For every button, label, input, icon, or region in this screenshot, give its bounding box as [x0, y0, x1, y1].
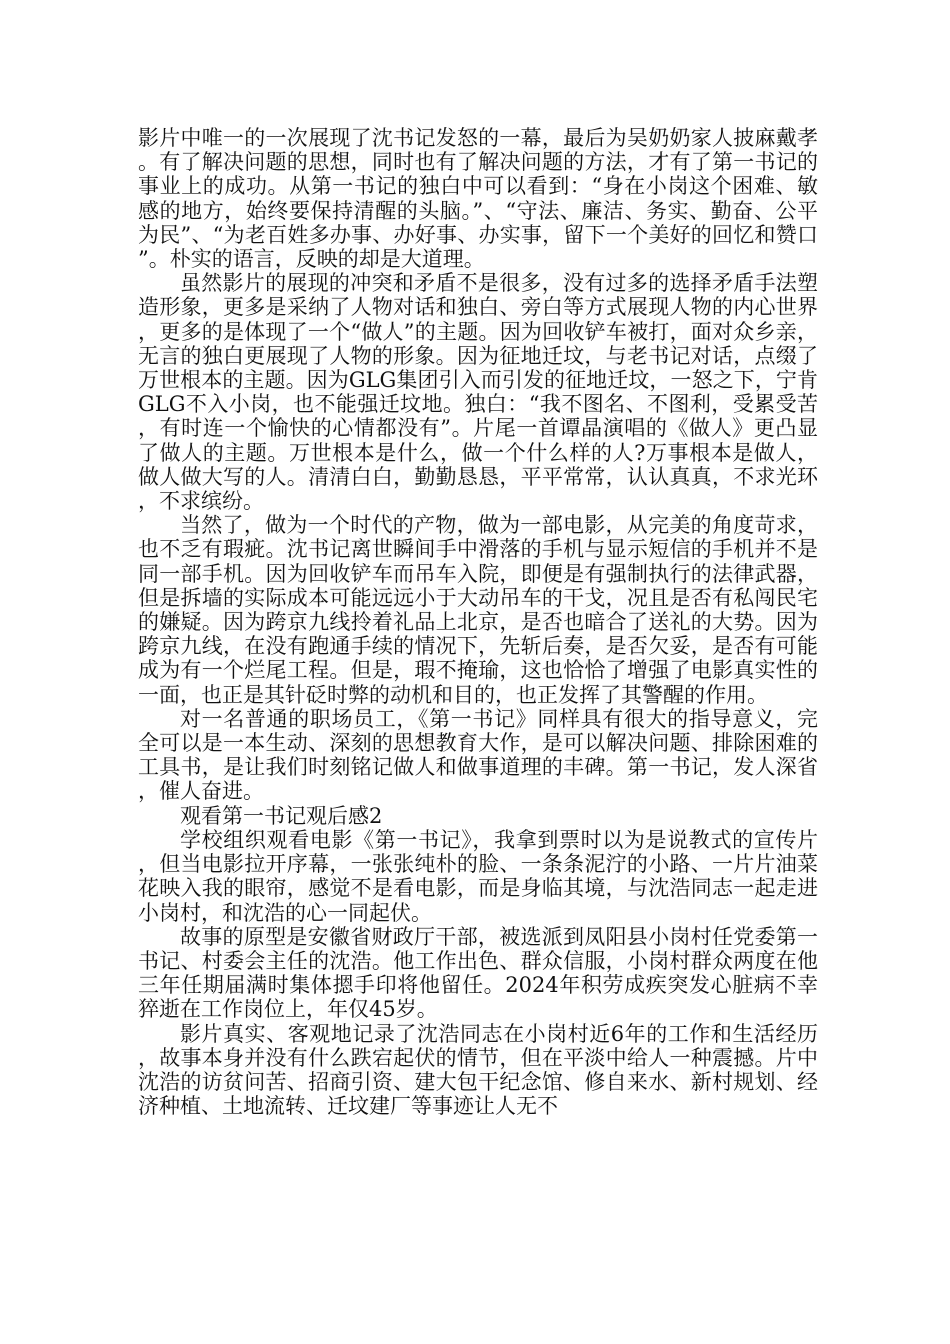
paragraph: 影片中唯一的一次展现了沈书记发怒的一幕，最后为吴奶奶家人披麻戴孝。有了解决问题的思想，同时也有了解决问题的方法，才有了第一书记的事业上的成功。从第一书记的独白中可以看到：“身在小岗这个困难、敏感的地方，始终要保持清醒的头脑。”、“守法、廉洁、务实、勤奋、公平为民”、“为老百姓多办事、办好事、办实事，留下一个美好的回忆和赞口”。朴实的语言，反映的却是大道理。 [138, 126, 818, 272]
paragraph: 虽然影片的展现的冲突和矛盾不是很多，没有过多的选择矛盾手法塑造形象，更多是采纳了人物对话和独白、旁白等方式展现人物的内心世界，更多的是体现了一个“做人”的主题。因为回收铲车被打，面对众乡亲，无言的独白更展现了人物的形象。因为征地迁坟，与老书记对话，点缀了万世根本的主题。因为GLG集团引入而引发的征地迁坟，一怒之下，宁肯GLG不入小岗，也不能强迁坟地。独白：“我不图名、不图利，受累受苦，有时连一个愉快的心情都没有”。片尾一首谭晶演唱的《做人》更凸显了做人的主题。万世根本是什么，做一个什么样的人?万事根本是做人，做人做大写的人。清清白白，勤勤恳恳，平平常常，认认真真，不求光环，不求缤纷。 [138, 271, 818, 514]
document-body [138, 126, 818, 1118]
paragraph: 影片真实、客观地记录了沈浩同志在小岗村近6年的工作和生活经历，故事本身并没有什么跌宕起伏的情节，但在平淡中给人一种震撼。片中沈浩的访贫问苦、招商引资、建大包干纪念馆、修自来水、新村规划、经济种植、土地流转、迁坟建厂等事迹让人无不 [138, 1021, 818, 1119]
paragraph: 当然了，做为一个时代的产物，做为一部电影，从完美的角度苛求，也不乏有瑕疵。沈书记离世瞬间手中滑落的手机与显示短信的手机并不是同一部手机。因为回收铲车而吊车入院，即便是有强制执行的法律武器，但是拆墙的实际成本可能远远小于大动吊车的干戈，况且是否有私闯民宅的嫌疑。因为跨京九线拎着礼品上北京，是否也暗合了送礼的大势。因为跨京九线，在没有跑通手续的情况下，先斩后奏，是否欠妥，是否有可能成为有一个烂尾工程。但是，瑕不掩瑜，这也恰恰了增强了电影真实性的一面，也正是其针砭时弊的动机和目的，也正发挥了其警醒的作用。 [138, 513, 818, 707]
paragraph: 学校组织观看电影《第一书记》，我拿到票时以为是说教式的宣传片，但当电影拉开序幕，一张张纯朴的脸、一条条泥泞的小路、一片片油菜花映入我的眼帘，感觉不是看电影，而是身临其境，与沈浩同志一起走进小岗村，和沈浩的心一同起伏。 [138, 827, 818, 925]
paragraph: 对一名普通的职场员工，《第一书记》同样具有很大的指导意义，完全可以是一本生动、深刻的思想教育大作，是可以解决问题、排除困难的工具书，是让我们时刻铭记做人和做事道理的丰碑。第一书记，发人深省，催人奋进。 [138, 706, 818, 804]
section-heading: 观看第一书记观后感2 [180, 803, 383, 828]
paragraph: 故事的原型是安徽省财政厅干部，被选派到凤阳县小岗村任党委第一书记、村委会主任的沈浩。他工作出色、群众信服，小岗村群众两度在他三年任期届满时集体摁手印将他留任。2024年积劳成疾突发心脏病不幸猝逝在工作岗位上，年仅45岁。 [138, 924, 818, 1022]
